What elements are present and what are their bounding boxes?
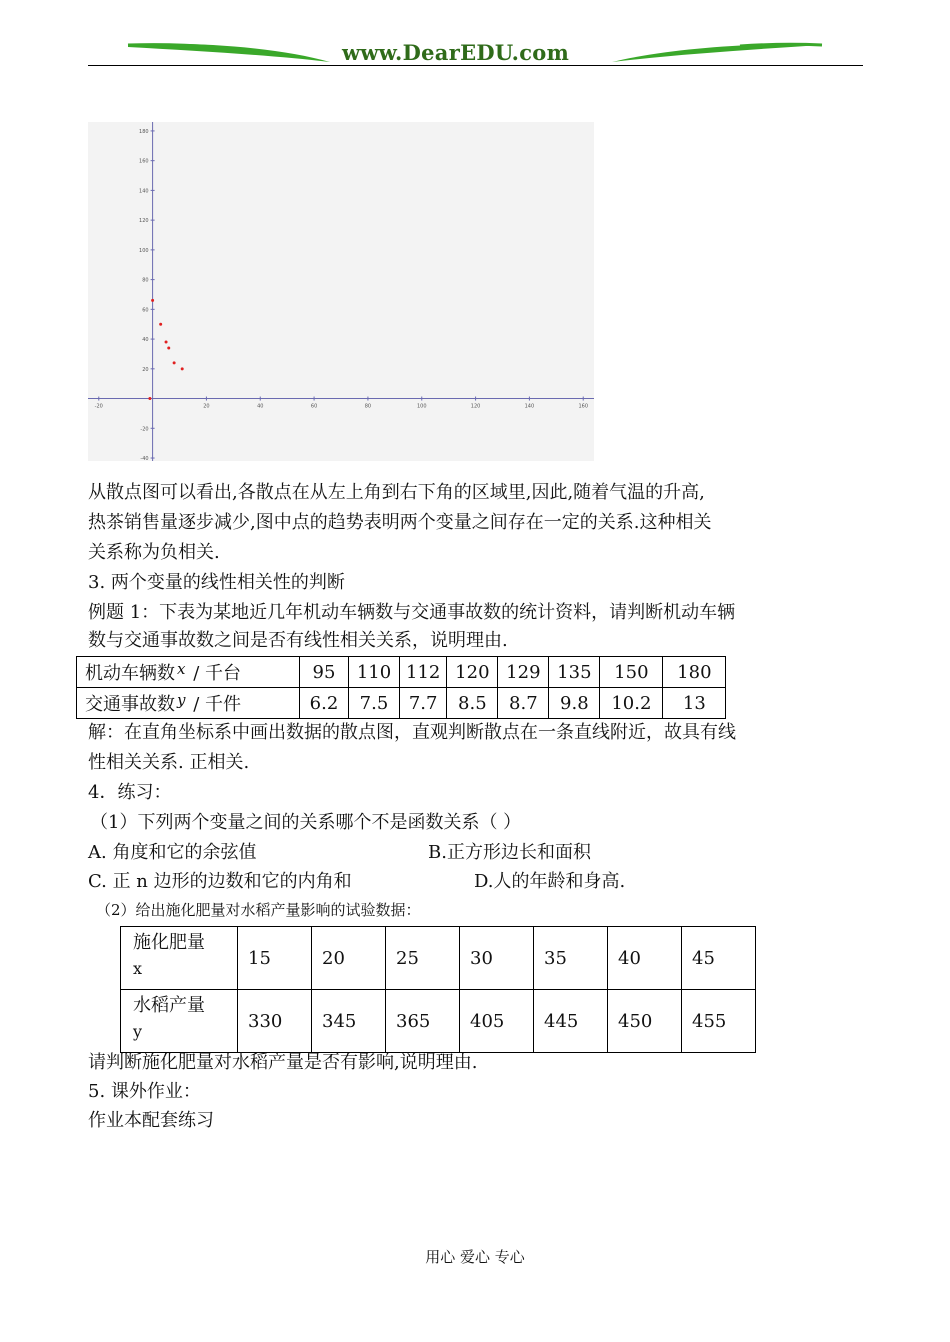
table-cell: 180: [663, 657, 726, 688]
table-cell: 9.8: [549, 688, 600, 719]
table-cell: 129: [498, 657, 549, 688]
row-header: [121, 927, 238, 990]
row-header: [121, 990, 238, 1053]
x-tick-label: 100: [416, 403, 427, 410]
site-brand[interactable]: www.DearEDU.com: [342, 40, 570, 65]
y-tick-label: 40: [142, 337, 149, 344]
section-heading: 5. 课外作业：: [88, 1081, 201, 1102]
table-row: [121, 927, 756, 990]
question-text: （2）给出施化肥量对水稻产量影响的试验数据：: [96, 901, 421, 919]
question-text: 请判断施化肥量对水稻产量是否有影响,说明理由.: [88, 1052, 478, 1073]
table-cell: 8.7: [498, 688, 549, 719]
x-tick-label: 140: [524, 403, 535, 410]
row-header: [77, 657, 300, 688]
y-tick-label: 100: [139, 247, 149, 254]
section-heading: 4．练习：: [88, 782, 172, 803]
table-cell: 345: [312, 990, 386, 1053]
y-tick-label: 140: [139, 188, 149, 195]
row-label: 水稻产量: [133, 995, 205, 1016]
table-cell: 455: [682, 990, 756, 1053]
table-cell: 13: [663, 688, 726, 719]
data-point: [165, 341, 168, 344]
paragraph-line: 从散点图可以看出,各散点在从左上角到右下角的区域里,因此,随着气温的升高,: [88, 482, 705, 503]
table-cell: 30: [460, 927, 534, 990]
plot-background: [88, 122, 594, 461]
data-point: [159, 323, 162, 326]
table-cell: 15: [238, 927, 312, 990]
table-cell: 112: [400, 657, 447, 688]
table-cell: 445: [534, 990, 608, 1053]
example-text: 例题 1：下表为某地近几年机动车辆数与交通事故数的统计资料，请判断机动车辆: [88, 602, 736, 623]
question-text: （1）下列两个变量之间的关系哪个不是函数关系（ ）: [90, 812, 522, 833]
solution-text: 性相关关系. 正相关.: [88, 752, 250, 773]
data-point: [151, 299, 154, 302]
option-a: A. 角度和它的余弦值: [88, 842, 257, 863]
variable-symbol: y: [133, 1022, 143, 1041]
table-cell: 135: [549, 657, 600, 688]
table-cell: 405: [460, 990, 534, 1053]
table-cell: 450: [608, 990, 682, 1053]
option-c: C. 正 n 边形的边数和它的内角和: [88, 871, 352, 892]
table-cell: 7.7: [400, 688, 447, 719]
table-cell: 150: [600, 657, 663, 688]
variable-symbol: x: [177, 660, 186, 678]
table-cell: 35: [534, 927, 608, 990]
data-point: [181, 367, 184, 370]
x-tick-label: 80: [364, 403, 372, 410]
option-b: B.正方形边长和面积: [428, 842, 591, 863]
y-tick-label: 20: [142, 366, 149, 373]
header-divider: [88, 65, 863, 66]
y-tick-label: -40: [140, 456, 149, 461]
row-label: 施化肥量: [133, 932, 205, 953]
row-unit: / 千台: [187, 663, 241, 684]
x-tick-label: 160: [578, 403, 589, 410]
page-header: [0, 0, 950, 70]
scatter-chart: [88, 122, 594, 461]
table-row: [77, 657, 726, 688]
y-tick-label: 180: [139, 128, 149, 135]
table-cell: 6.2: [300, 688, 349, 719]
x-tick-label: -20: [94, 403, 103, 410]
x-tick-label: 40: [257, 403, 264, 410]
vehicle-accident-table: [76, 656, 726, 719]
table-cell: 40: [608, 927, 682, 990]
table-cell: 365: [386, 990, 460, 1053]
table-cell: 25: [386, 927, 460, 990]
solution-text: 解：在直角坐标系中画出数据的散点图，直观判断散点在一条直线附近，故具有线: [88, 722, 736, 743]
y-tick-label: 80: [142, 277, 149, 284]
y-tick-label: -20: [140, 426, 149, 433]
section-heading: 3. 两个变量的线性相关性的判断: [88, 572, 345, 593]
data-point: [167, 347, 170, 350]
fertilizer-yield-table: [120, 926, 756, 1053]
row-label: 机动车辆数: [85, 663, 175, 684]
homework-text: 作业本配套练习: [88, 1110, 214, 1131]
table-cell: 45: [682, 927, 756, 990]
x-tick-label: 60: [310, 403, 318, 410]
table-cell: 7.5: [349, 688, 400, 719]
data-point: [173, 361, 176, 364]
table-cell: 330: [238, 990, 312, 1053]
example-text: 数与交通事故数之间是否有线性相关关系，说明理由.: [88, 630, 508, 651]
table-cell: 8.5: [447, 688, 498, 719]
table-cell: 10.2: [600, 688, 663, 719]
option-d: D.人的年龄和身高.: [474, 871, 626, 892]
row-unit: / 千件: [187, 694, 241, 715]
paragraph-line: 热茶销售量逐步减少,图中点的趋势表明两个变量之间存在一定的关系.这种相关: [88, 512, 712, 533]
variable-symbol: y: [177, 691, 186, 709]
page-footer: 用心 爱心 专心: [425, 1248, 525, 1266]
table-cell: 110: [349, 657, 400, 688]
data-point: [148, 397, 151, 400]
x-tick-label: 120: [470, 403, 481, 410]
row-label: 交通事故数: [85, 694, 175, 715]
table-cell: 20: [312, 927, 386, 990]
row-header: [77, 688, 300, 719]
table-cell: 95: [300, 657, 349, 688]
variable-symbol: x: [133, 959, 143, 978]
paragraph-line: 关系称为负相关.: [88, 542, 220, 563]
table-row: [77, 688, 726, 719]
x-tick-label: 20: [203, 403, 210, 410]
y-tick-label: 120: [139, 218, 149, 225]
y-tick-label: 60: [142, 307, 149, 314]
table-cell: 120: [447, 657, 498, 688]
y-tick-label: 160: [139, 158, 149, 165]
table-row: [121, 990, 756, 1053]
